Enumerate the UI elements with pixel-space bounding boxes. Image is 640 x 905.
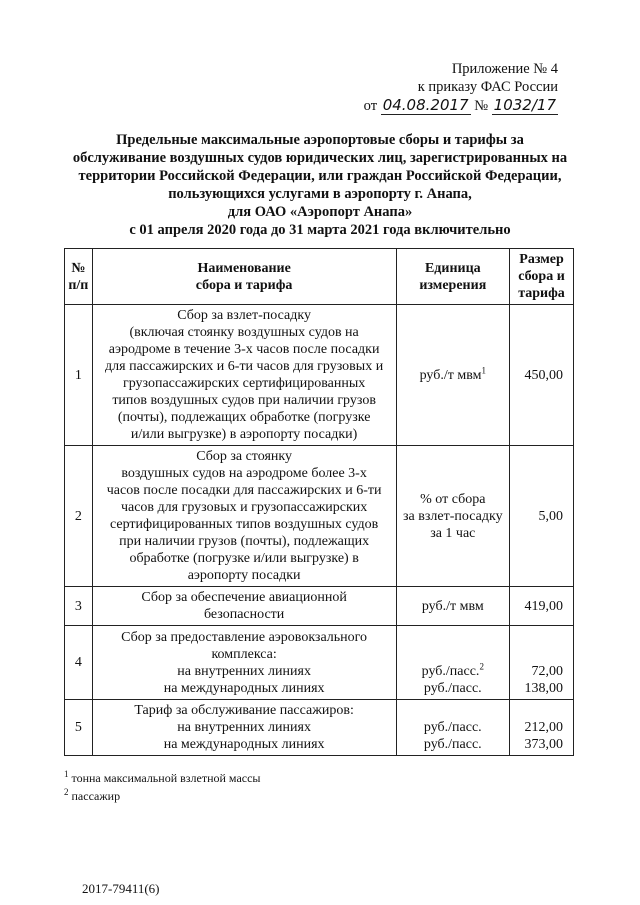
row-num: 1 — [65, 305, 93, 446]
name-line: безопасности — [203, 607, 285, 622]
value-line: 138,00 — [524, 681, 563, 696]
name-line: часов для грузовых и грузопассажирских — [120, 500, 368, 515]
footnote-text: тонна максимальной взлетной массы — [68, 771, 261, 785]
unit-line: % от сбора — [420, 491, 486, 507]
document-title — [40, 131, 600, 239]
order-date-number — [364, 96, 558, 115]
name-line: (включая стоянку воздушных судов на — [129, 325, 359, 340]
header-name-line: Наименование — [197, 260, 291, 276]
row-unit — [396, 446, 510, 587]
title-line: с 01 апреля 2020 года до 31 марта 2021 года включительно — [129, 222, 511, 238]
name-line: грузопассажирских сертифицированных — [122, 376, 366, 391]
header-value — [510, 249, 574, 305]
footnotes — [64, 769, 260, 805]
row-name — [92, 626, 396, 700]
header-unit — [396, 249, 510, 305]
header-num — [65, 249, 93, 305]
table-row — [65, 446, 574, 587]
name-line: на внутренних линиях — [177, 663, 311, 679]
row-value — [510, 700, 574, 756]
order-date-handwritten: 04.08.2017 — [382, 96, 469, 114]
unit-line: руб./пасс. — [423, 720, 482, 735]
title-line: территории Российской Федерации, или граждан Российской Федерации, — [78, 168, 562, 184]
table-row — [65, 626, 574, 700]
row-name — [92, 446, 396, 587]
footnote-mark: 2 — [64, 787, 69, 797]
row-unit — [396, 626, 510, 700]
row-name — [92, 305, 396, 446]
appendix-header — [364, 60, 558, 115]
name-line: на международных линиях — [163, 680, 325, 696]
value-line: 212,00 — [524, 720, 563, 735]
footnote-2 — [64, 787, 260, 805]
row-num: 2 — [65, 446, 93, 587]
name-line: воздушных судов на аэродроме более 3-х — [121, 466, 367, 481]
row-num: 5 — [65, 700, 93, 756]
header-num-line: п/п — [68, 277, 89, 293]
name-line: Сбор за обеспечение авиационной — [141, 590, 347, 605]
table-header-row — [65, 249, 574, 305]
footnote-mark: 1 — [64, 769, 69, 779]
unit-text: руб./пасс. — [421, 664, 480, 679]
title-line: для ОАО «Аэропорт Анапа» — [227, 204, 413, 220]
header-value-line: сбора и — [518, 269, 565, 284]
row-num: 3 — [65, 587, 93, 626]
header-num-line: № — [71, 260, 86, 276]
header-unit-line: Единица — [424, 260, 481, 276]
name-line: на международных линиях — [163, 737, 325, 752]
row-unit — [396, 700, 510, 756]
header-name-line: сбора и тарифа — [195, 277, 293, 293]
row-name — [92, 587, 396, 626]
footnote-mark: 1 — [481, 364, 486, 375]
name-line: и/или выгрузке) в аэропорту посадки) — [130, 427, 358, 442]
number-prefix: № — [474, 98, 489, 114]
unit-line: руб./пасс. — [423, 681, 482, 696]
unit-line: за взлет-посадку — [403, 508, 503, 524]
row-num: 4 — [65, 626, 93, 700]
name-line: при наличии грузов (почты), подлежащих — [119, 534, 370, 549]
name-line: аэродроме в течение 3-х часов после посадки — [108, 342, 380, 357]
name-line: Сбор за стоянку — [196, 449, 293, 464]
table-row — [65, 700, 574, 756]
unit-line: за 1 час — [430, 525, 476, 541]
appendix-line-1: Приложение № 4 — [451, 61, 558, 77]
row-value: 450,00 — [510, 305, 574, 446]
name-line: (почты), подлежащих обработке (погрузке — [117, 410, 371, 425]
name-line: Сбор за взлет-посадку — [177, 308, 311, 323]
row-name — [92, 700, 396, 756]
table-row — [65, 587, 574, 626]
title-line: пользующихся услугами в аэропорту г. Анапа, — [168, 186, 472, 202]
name-line: типов воздушных судов при наличии грузов — [112, 393, 376, 408]
value-line: 72,00 — [531, 664, 563, 679]
unit-text: руб./т мвм — [419, 367, 482, 383]
name-line: часов после посадки для пассажирских и 6-ти — [106, 483, 382, 498]
row-value: 5,00 — [510, 446, 574, 587]
footnote-1 — [64, 769, 260, 787]
name-line: обработке (погрузке и/или выгрузке) в — [129, 551, 359, 566]
unit-line: руб./пасс. — [423, 737, 482, 752]
name-line: аэропорту посадки — [187, 568, 301, 583]
header-name — [92, 249, 396, 305]
name-line: для пассажирских и 6-ти часов для грузовых и — [105, 359, 384, 374]
date-prefix: от — [363, 98, 378, 114]
name-line: Сбор за предоставление аэровокзального — [121, 629, 368, 645]
row-unit — [396, 305, 510, 446]
title-line: Предельные максимальные аэропортовые сборы и тарифы за — [116, 132, 524, 148]
row-value: 419,00 — [510, 587, 574, 626]
table-row — [65, 305, 574, 446]
header-unit-line: измерения — [419, 277, 487, 293]
appendix-line-2: к приказу ФАС России — [417, 79, 558, 95]
name-line: комплекса: — [211, 646, 277, 662]
header-value-line: тарифа — [518, 286, 565, 301]
unit-line — [400, 663, 507, 680]
row-unit: руб./т мвм — [396, 587, 510, 626]
tariffs-table — [64, 248, 574, 756]
header-value-line: Размер — [519, 252, 564, 267]
value-line: 373,00 — [524, 737, 563, 752]
name-line: сертифицированных типов воздушных судов — [109, 517, 379, 532]
row-value — [510, 626, 574, 700]
name-line: Тариф за обслуживание пассажиров: — [134, 703, 354, 718]
order-number-handwritten: 1032/17 — [493, 96, 556, 114]
document-registration-number: 2017-79411(6) — [82, 881, 160, 896]
footnote-mark: 2 — [479, 661, 484, 672]
title-line: обслуживание воздушных судов юридических лиц, зарегистрированных на — [72, 150, 568, 166]
name-line: на внутренних линиях — [177, 720, 311, 735]
footnote-text: пассажир — [68, 789, 121, 803]
